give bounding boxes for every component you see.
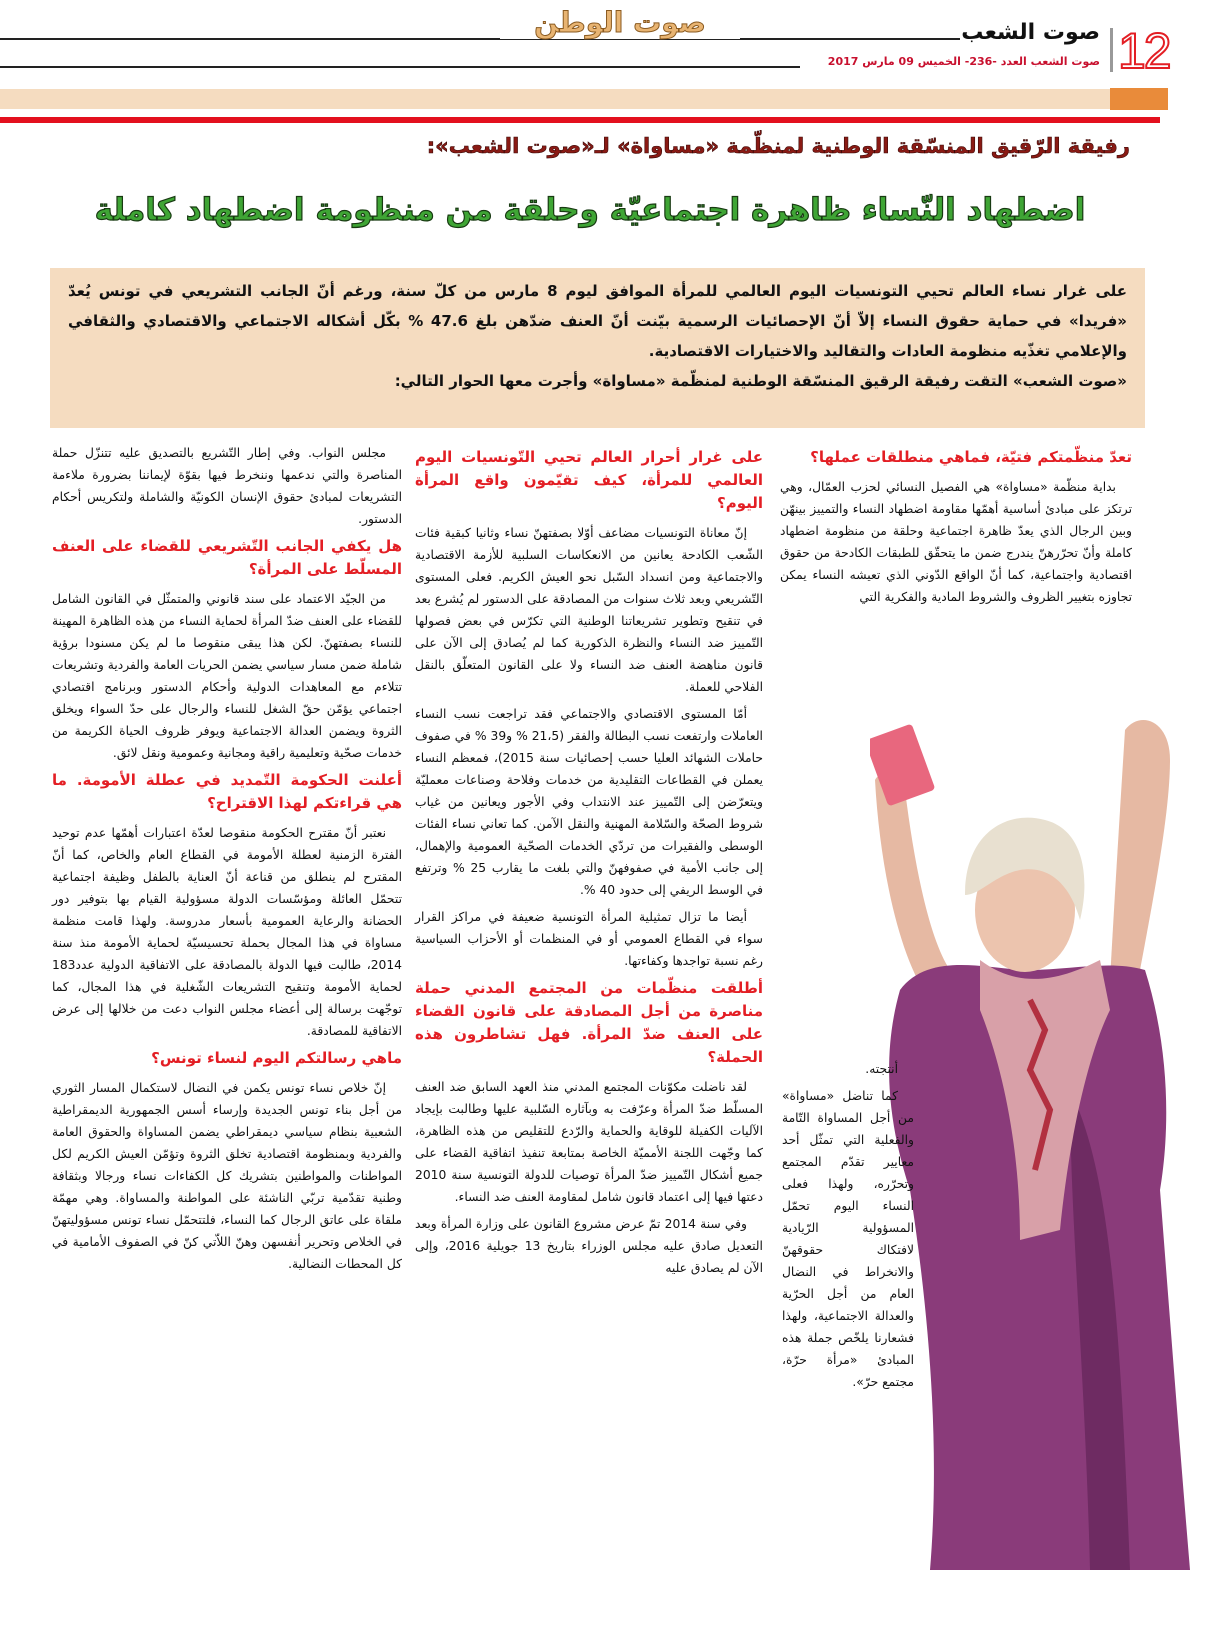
- header-rule-top: [0, 38, 960, 40]
- page-number: 12: [1118, 23, 1170, 79]
- question-heading: أعلنت الحكومة التّمديد في عطلة الأمومة. ما هي قراءتكم لهذا الاقتراح؟: [52, 771, 402, 812]
- article-kicker: رفيقة الرّقيق المنسّقة الوطنية لمنظّمة «مساواة» لـ«صوت الشعب»:: [426, 134, 1130, 158]
- header-red-rule: [0, 117, 1160, 123]
- intro-paragraph: على غرار نساء العالم تحيي التونسيات اليوم العالمي للمرأة الموافق ليوم 8 مارس من كلّ سنة، ورغم أنّ الجانب التشريعي في تونس يُعدّ «فريدا» في حماية حقوق النساء إلاّ أنّ الإحصائيات الرسمية بيّنت أنّ العنف ضدّهن بلغ 47.6 % بكّل أشكاله الاجتماعي والاقتصادي والثقافي والإعلامي تغذّيه منظومة العادات والتقاليد والاختيارات الاقتصادية.: [68, 282, 1127, 360]
- dateline: صوت الشعب العدد -236- الخميس 09 مارس 2017: [800, 55, 1100, 68]
- header-accent-block: [1110, 88, 1168, 110]
- article-intro: [50, 268, 1145, 428]
- column-left: [52, 442, 402, 1280]
- header-band: [0, 89, 1110, 109]
- answer-paragraph: أمّا المستوى الاقتصادي والاجتماعي فقد تراجعت نسب النساء العاملات وارتفعت نسب البطالة والفقر (21،5 % و39 % في صفوف حاملات الشهائد العليا حسب إحصائيات سنة 2015)، فمعظم النساء يعملن في القطاعات التقليدية من خدمات وفلاحة وصناعات معمليّة ويتعرّضن إلى التّمييز عند الانتداب وفي الأجور ويعانين من غياب شروط الصحّة والسّلامة المهنية والنقل الآمن. كما تعاني نساء الفئات الوسطى والفقيرات من تردّي الخدمات الصحّية العمومية والإهمال، إلى جانب الأمية في صفوفهنّ والتي بلغت ما يقارب 25 % وترتفع في الوسط الريفي إلى حدود 40 %.: [415, 707, 763, 897]
- header-divider: [1110, 28, 1113, 72]
- answer-paragraph: نعتبر أنّ مقترح الحكومة منقوصا لعدّة اعتبارات أهمّها عدم توحيد الفترة الزمنية لعطلة الأمومة في القطاع العام والخاص، كما أنّ المقترح لم ينطلق من قناعة أنّ العناية بالطفل وظيفة اجتماعية تتحمّل العائلة ومؤسّسات الدولة مسؤولية القيام بها بتوفير دور الحضانة والرعاية العمومية بأسعار مدروسة. ولهذا قامت منظمة مساواة في هذا المجال بحملة تحسيسيّة لحماية الأمومة منذ سنة 2014، طالبت فيها الدولة بالمصادقة على الاتفاقية الدولية عدد183 لحماية الأمومة وتنقيح التشريعات الشّغلية في هذا المجال، كما توجّهت برسالة إلى أعضاء مجلس النواب دعت من خلالها إلى عرض الاتفاقية للمصادقة.: [52, 826, 402, 1038]
- intro-paragraph: «صوت الشعب» التقت رفيقة الرقيق المنسّقة الوطنية لمنظّمة «مساواة» وأجرت معها الحوار التالي:: [394, 372, 1127, 390]
- answer-paragraph: مجلس النواب. وفي إطار التّشريع بالتصديق عليه تتنزّل حملة المناصرة والتي ندعمها وننخرط فيها بقوّة لإيماننا بضرورة ملاءمة التشريعات لمبادئ حقوق الإنسان الكونيّة والشاملة ولتكريس أحكام الدستور.: [52, 446, 402, 526]
- answer-paragraph: أيضا ما تزال تمثيلية المرأة التونسية ضعيفة في مراكز القرار سواء في القطاع العمومي أو في المنظمات أو الأحزاب السياسية رغم نسبة تواجدها وكفاءتها.: [415, 910, 763, 968]
- column-right-top: [780, 442, 1132, 613]
- section-title: صوت الوطن: [500, 6, 740, 39]
- answer-paragraph: إنّ خلاص نساء تونس يكمن في النضال لاستكمال المسار الثوري من أجل بناء تونس الجديدة وإرساء أسس الجمهورية الديمقراطية الشعبية بنظام سياسي ديمقراطي يضمن المساواة والحقوق العامة والفردية وبمنظومة اقتصادية تخلق الثروة وتؤمّن العيش الكريم لكل المواطنات والمواطنين بتشريك كل الكفاءات نساء ورجالا وبثقافة وطنية تقدّمية تربّي الناشئة على المواطنة والمساواة. وهي مهمّة ملقاة على عاتق الرجال كما النساء، فلتتحمّل نساء تونس مسؤوليتهنّ في الخلاص وتحرير أنفسهن وهنّ اللاّتي كنّ في الصفوف الأمامية في كل المحطات النضالية.: [52, 1081, 402, 1271]
- question-heading: هل يكفي الجانب التّشريعي للقضاء على العنف المسلّط على المرأة؟: [52, 537, 402, 578]
- question-heading: على غرار أحرار العالم تحيي التّونسيات اليوم العالمي للمرأة، كيف تقيّمون واقع المرأة اليوم؟: [415, 448, 763, 512]
- header-rule-bottom: [0, 66, 800, 68]
- answer-paragraph: من الجيّد الاعتماد على سند قانوني والمتمثّل في القانون الشامل للقضاء على العنف ضدّ المرأة لحماية النساء من هذه الظاهرة المهينة للنساء بصفتهنّ. لكن هذا يبقى منقوصا ما لم يكن مسنودا برؤية شاملة ضمن مسار سياسي يضمن الحريات العامة والفردية وتشريعات تتلاءم مع المعاهدات الدولية وأحكام الدستور وبرنامج اقتصادي اجتماعي يؤمّن حقّ الشغل للنساء والرجال على حدّ السواء ويخلق الثروة ويضمن العدالة الاجتماعية ويوفر ظروف الحياة الكريمة من خدمات صحّية وتعليمية راقية ومجانية وعمومية ونقل لائق.: [52, 592, 402, 760]
- newspaper-logo: صوت الشعب: [961, 20, 1100, 45]
- question-heading: ماهي رسالتكم اليوم لنساء تونس؟: [151, 1049, 402, 1067]
- answer-paragraph: لقد ناضلت مكوّنات المجتمع المدني منذ العهد السابق ضد العنف المسلّط ضدّ المرأة وعرّفت به وبآثاره السّلبية عليها وطالبت بإيجاد الآليات الكفيلة للوقاية والحماية والرّدع للتقليص من هذه الظاهرة، كما وجّهت اللجنة الأمميّة الخاصة بمتابعة تنفيذ اتفاقية القضاء على جميع أشكال التّمييز ضدّ المرأة توصيات للدولة التونسية سنة 2010 دعتها فيها إلى اعتماد قانون شامل لمقاومة العنف ضد النساء.: [415, 1080, 763, 1204]
- answer-paragraph: بداية منظّمة «مساواة» هي الفصيل النسائي لحزب العمّال، وهي ترتكز على مبادئ أساسية أهمّها مقاومة اضطهاد النساء والتمييز بينهّن وبين الرجال الذي يعدّ ظاهرة اجتماعية وحلقة من منظومة اضطهاد كاملة وأنّ تحرّرهنّ يندرج ضمن ما يتحقّق للطبقات الكادحة من حقوق اقتصادية واجتماعية، كما أنّ الواقع الدّوني الذي تعيشه النساء يمكن تجاوزه بتغيير الظروف والشروط المادية والفكرية التي: [780, 480, 1132, 604]
- answer-paragraph: وفي سنة 2014 تمّ عرض مشروع القانون على وزارة المرأة وبعد التعديل صادق عليه مجلس الوزراء بتاريخ 13 جويلية 2016، وإلى الآن لم يصادق عليه: [415, 1217, 763, 1275]
- column-middle: [415, 442, 763, 1284]
- article-title: اضطهاد النّساء ظاهرة اجتماعيّة وحلقة من منظومة اضطهاد كاملة: [94, 192, 1086, 228]
- interviewee-photo: [870, 670, 1200, 1570]
- raised-arm-right: [1110, 720, 1170, 980]
- question-heading: تعدّ منظّمتكم فتيّة، فماهي منطلقات عملها؟: [810, 448, 1132, 466]
- question-heading: أطلقت منظّمات من المجتمع المدني حملة مناصرة من أجل المصادقة على قانون القضاء على العنف ضدّ المرأة. فهل تشاطرون هذه الحملة؟: [415, 979, 763, 1066]
- column-right-bottom: [782, 1058, 914, 1398]
- answer-paragraph: أنتجته.: [865, 1062, 898, 1076]
- answer-paragraph: إنّ معاناة التونسيات مضاعف أوّلا بصفتهنّ نساء وثانيا كبقية فئات الشّعب الكادحة يعانين من الانعكاسات السلبية للأزمة الاقتصادية والاجتماعية ومن انسداد السّبل نحو العيش الكريم. فعلى المستوى التّشريعي وبعد ثلاث سنوات من المصادقة على الدستور لم يُشرع بعد في تنقيح وتطوير تشريعاتنا الوطنية التي تكرّس في بعض فصولها التّمييز ضد النساء والنظرة الذكورية كما لم يُصادق إلى الآن على قانون مناهضة العنف ضد النساء ولا على القانون المتعلّق بالنقل الفلاحي للعملة.: [415, 526, 763, 694]
- answer-paragraph: كما تناضل «مساواة» من أجل المساواة التّامة والفعلية التي تمثّل أحد معايير تقدّم المجتمع وتحرّره، ولهذا فعلى النساء اليوم تحمّل المسؤولية الرّيادية لافتكاك حقوقهنّ والانخراط في النضال العام من أجل الحرّية والعدالة الاجتماعية، ولهذا فشعارنا يلخّص جملة هذه المبادئ «مرأة حرّة، مجتمع حرّ».: [782, 1089, 914, 1389]
- raised-arm-left: [875, 773, 950, 1000]
